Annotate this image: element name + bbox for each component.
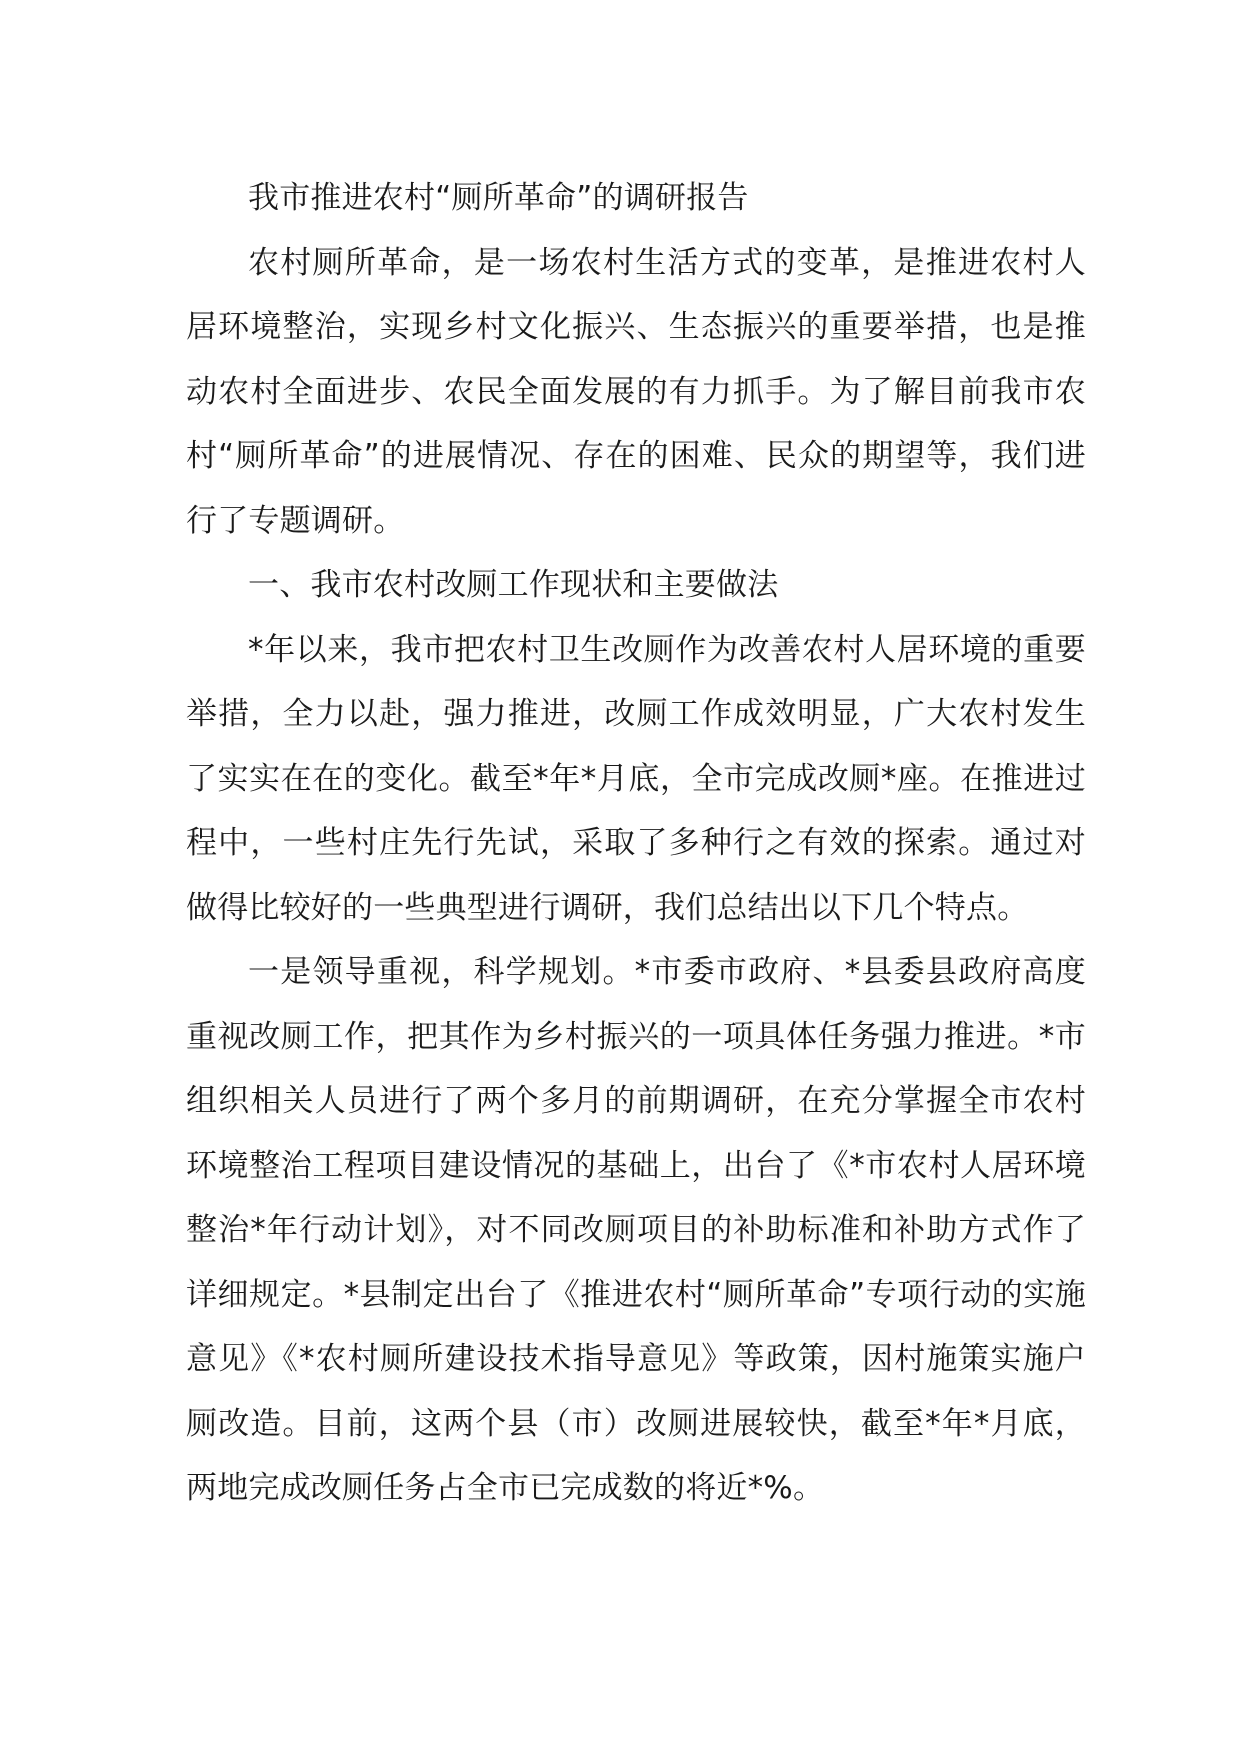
paragraph-intro: 农村厕所革命，是一场农村生活方式的变革，是推进农村人居环境整治，实现乡村文化振兴、生态振兴的重要举措，也是推动农村全面进步、农民全面发展的有力抓手。为了解目前我市农村“厕所革命”的进展情况、存在的困难、民众的期望等，我们进行了专题调研。 <box>186 244 1086 539</box>
paragraph-leadership: 一是领导重视，科学规划。*市委市政府、*县委县政府高度重视改厕工作，把其作为乡村振兴的一项具体任务强力推进。*市组织相关人员进行了两个多月的前期调研，在充分掌握全市农村环境整治工程项目建设情况的基础上，出台了《*市农村人居环境整治*年行动计划》，对不同改厕项目的补助标准和补助方式作了详细规定。*县制定出台了《推进农村“厕所革命”专项行动的实施意见》《*农村厕所建设技术指导意见》等政策，因村施策实施户厕改造。目前，这两个县（市）改厕进展较快，截至*年*月底，两地完成改厕任务占全市已完成数的将近*%。 <box>186 954 1086 1506</box>
document-body <box>186 166 1086 1521</box>
section-heading-1: 一、我市农村改厕工作现状和主要做法 <box>248 567 779 603</box>
paragraph-status: *年以来，我市把农村卫生改厕作为改善农村人居环境的重要举措，全力以赴，强力推进，改厕工作成效明显，广大农村发生了实实在在的变化。截至*年*月底，全市完成改厕*座。在推进过程中，一些村庄先行先试，采取了多种行之有效的探索。通过对做得比较好的一些典型进行调研，我们总结出以下几个特点。 <box>186 631 1086 926</box>
document-title: 我市推进农村“厕所革命”的调研报告 <box>248 180 749 216</box>
